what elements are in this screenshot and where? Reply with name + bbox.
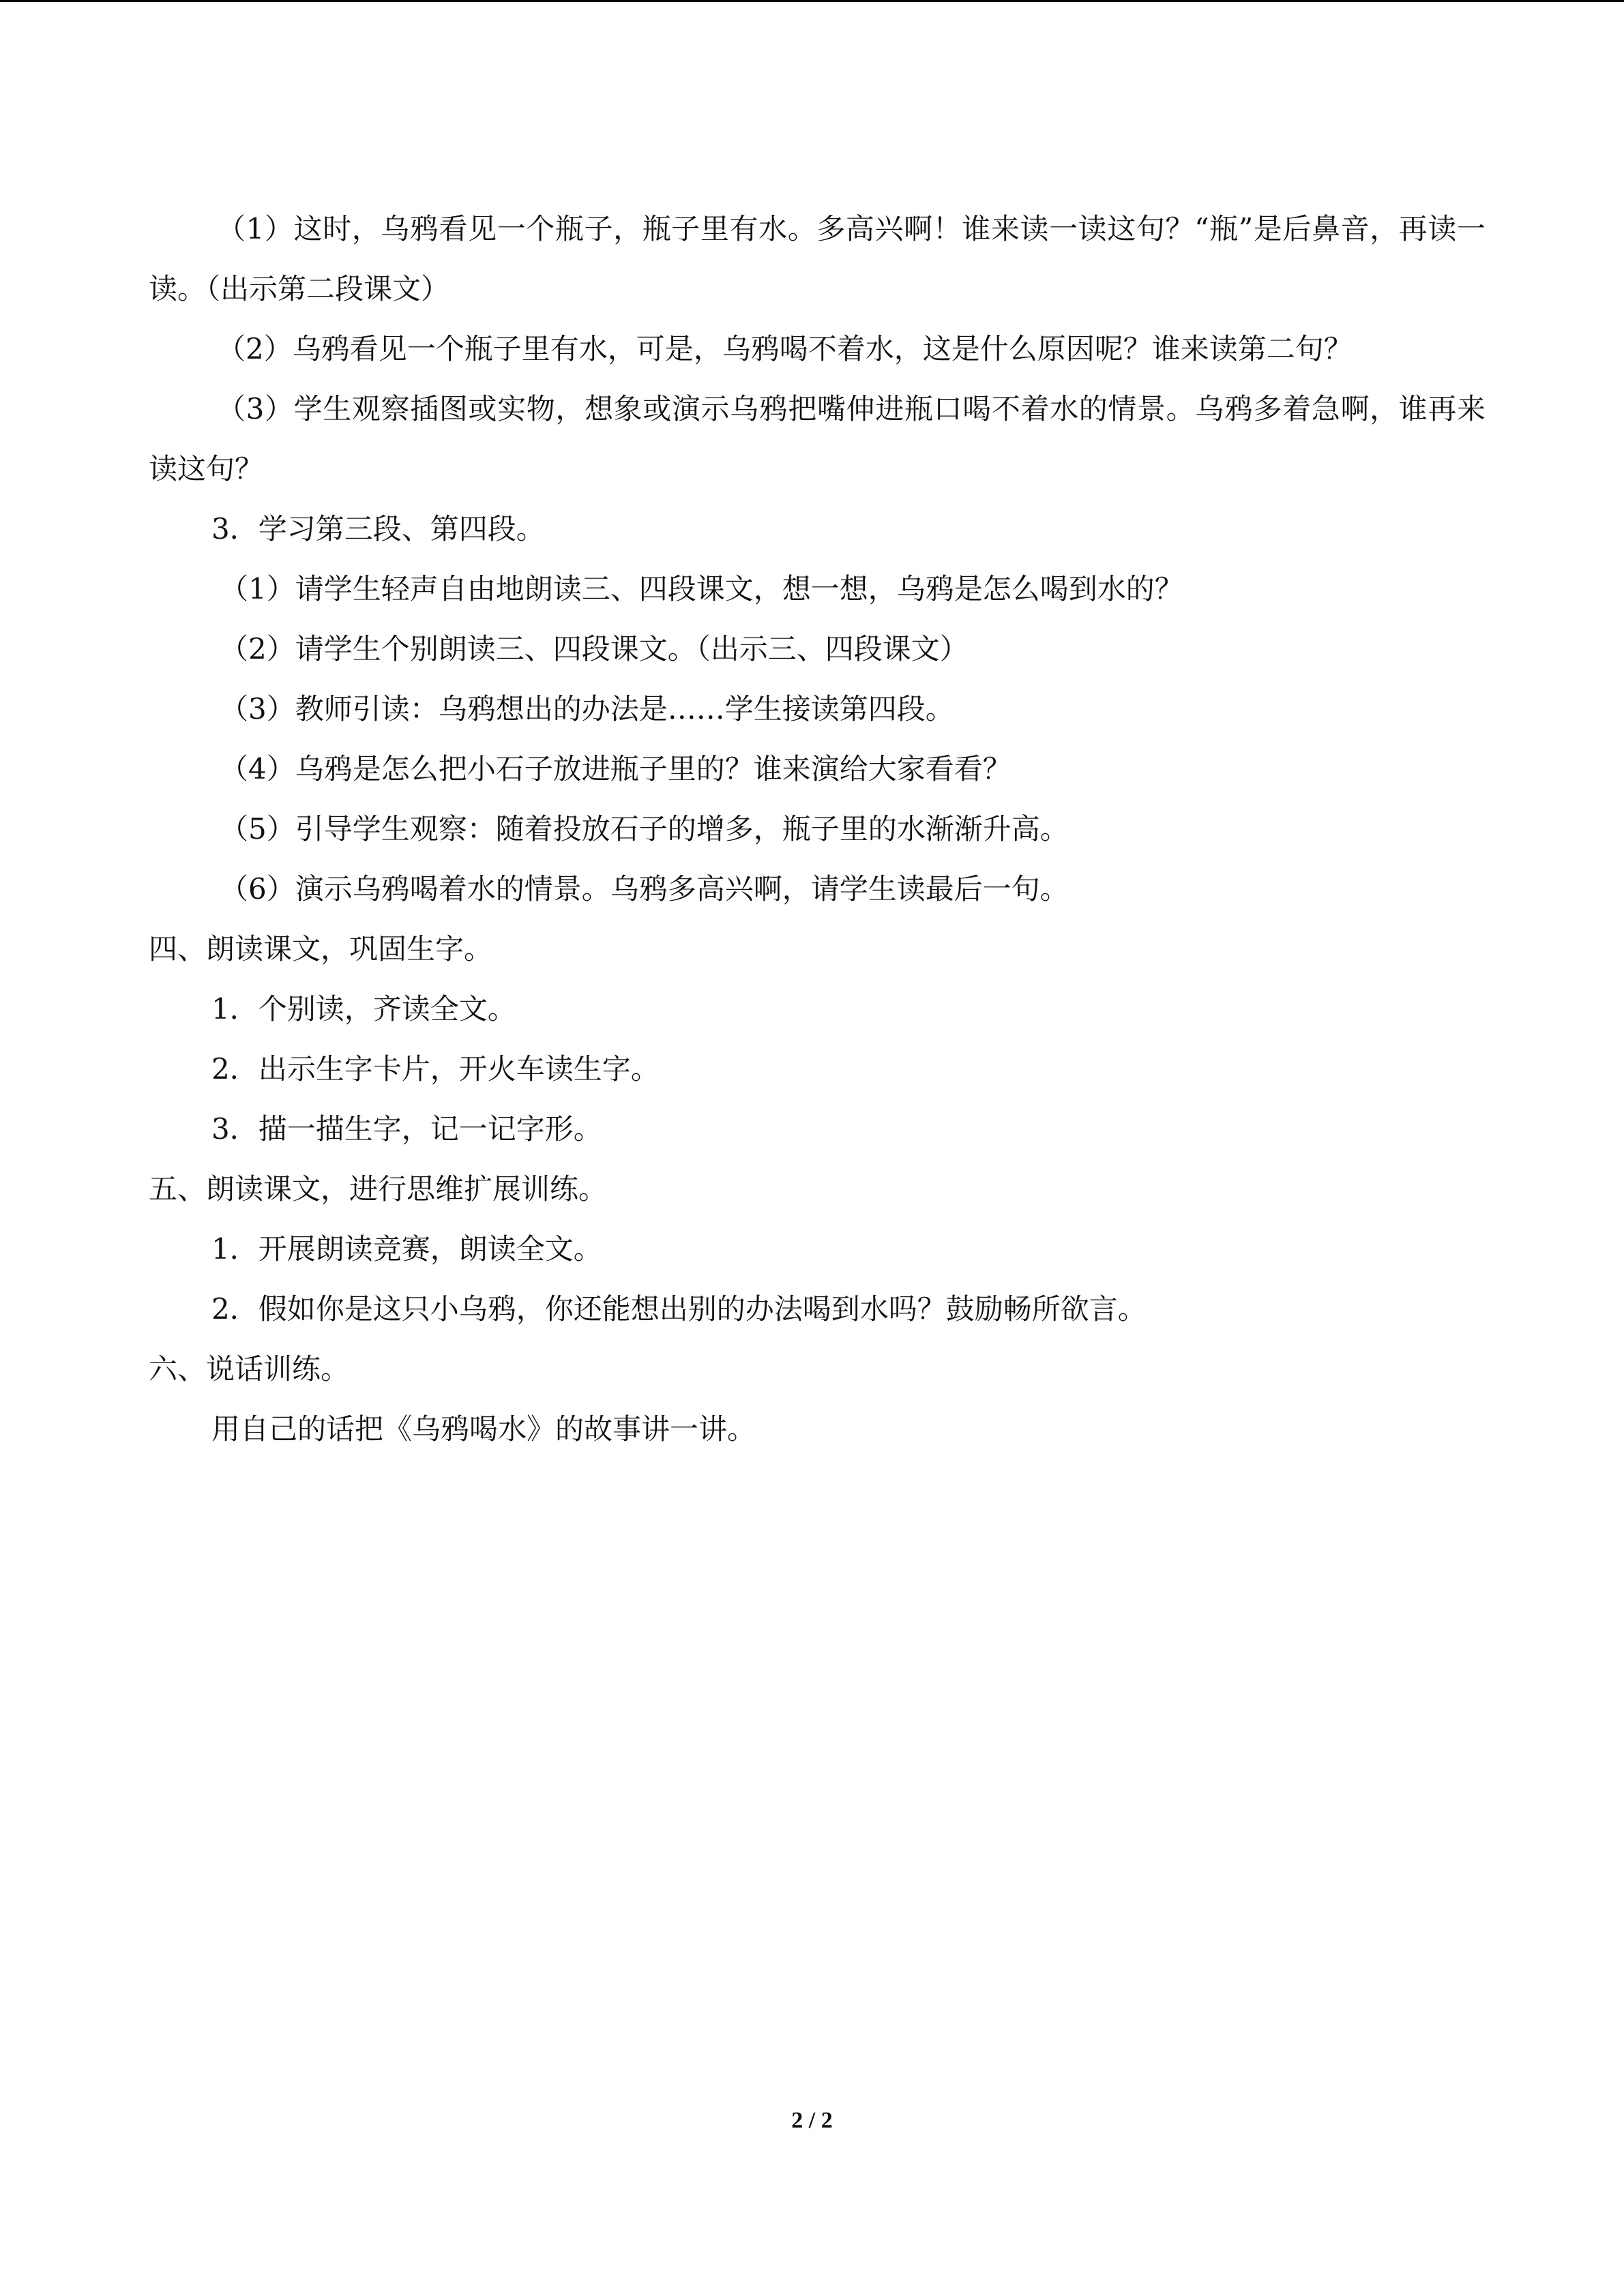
paragraph-observe-illustration: （3）学生观察插图或实物，想象或演示乌鸦把嘴伸进瓶口喝不着水的情景。乌鸦多着急啊，谁再来读这句？ [149, 392, 1486, 486]
document-body [149, 199, 1486, 1459]
list-item: （2）请学生个别朗读三、四段课文。（出示三、四段课文） [220, 632, 969, 666]
top-border-line [0, 0, 1624, 2]
list-item: 3．描一描生字，记一记字形。 [211, 1112, 602, 1146]
list-item: （3）教师引读：乌鸦想出的办法是……学生接读第四段。 [220, 692, 954, 726]
section-heading-5: 五、朗读课文，进行思维扩展训练。 [149, 1172, 608, 1206]
list-item: 2．假如你是这只小乌鸦，你还能想出别的办法喝到水吗？鼓励畅所欲言。 [211, 1292, 1147, 1326]
step-3-heading: 3．学习第三段、第四段。 [211, 512, 545, 546]
list-item: （4）乌鸦是怎么把小石子放进瓶子里的？谁来演给大家看看？ [220, 752, 1012, 786]
list-item: 2．出示生字卡片，开火车读生字。 [211, 1052, 660, 1086]
list-item: 1．个别读，齐读全文。 [211, 992, 516, 1026]
list-item: （1）请学生轻声自由地朗读三、四段课文，想一想，乌鸦是怎么喝到水的？ [220, 572, 1183, 606]
list-item: 1．开展朗读竞赛，朗读全文。 [211, 1232, 602, 1266]
list-item: （5）引导学生观察：随着投放石子的增多，瓶子里的水渐渐升高。 [220, 812, 1069, 846]
section-6-body: 用自己的话把《乌鸦喝水》的故事讲一讲。 [211, 1412, 756, 1446]
paragraph-bottle-intro: （1）这时，乌鸦看见一个瓶子，瓶子里有水。多高兴啊！谁来读一读这句？“瓶”是后鼻音，再读一读。（出示第二段课文） [149, 212, 1486, 305]
paragraph-cannot-drink: （2）乌鸦看见一个瓶子里有水，可是，乌鸦喝不着水，这是什么原因呢？谁来读第二句？ [217, 332, 1353, 366]
section-heading-4: 四、朗读课文，巩固生字。 [149, 932, 493, 966]
page-number: 2 / 2 [791, 2108, 833, 2133]
list-item: （6）演示乌鸦喝着水的情景。乌鸦多高兴啊，请学生读最后一句。 [220, 872, 1069, 906]
section-heading-6: 六、说话训练。 [149, 1352, 350, 1386]
